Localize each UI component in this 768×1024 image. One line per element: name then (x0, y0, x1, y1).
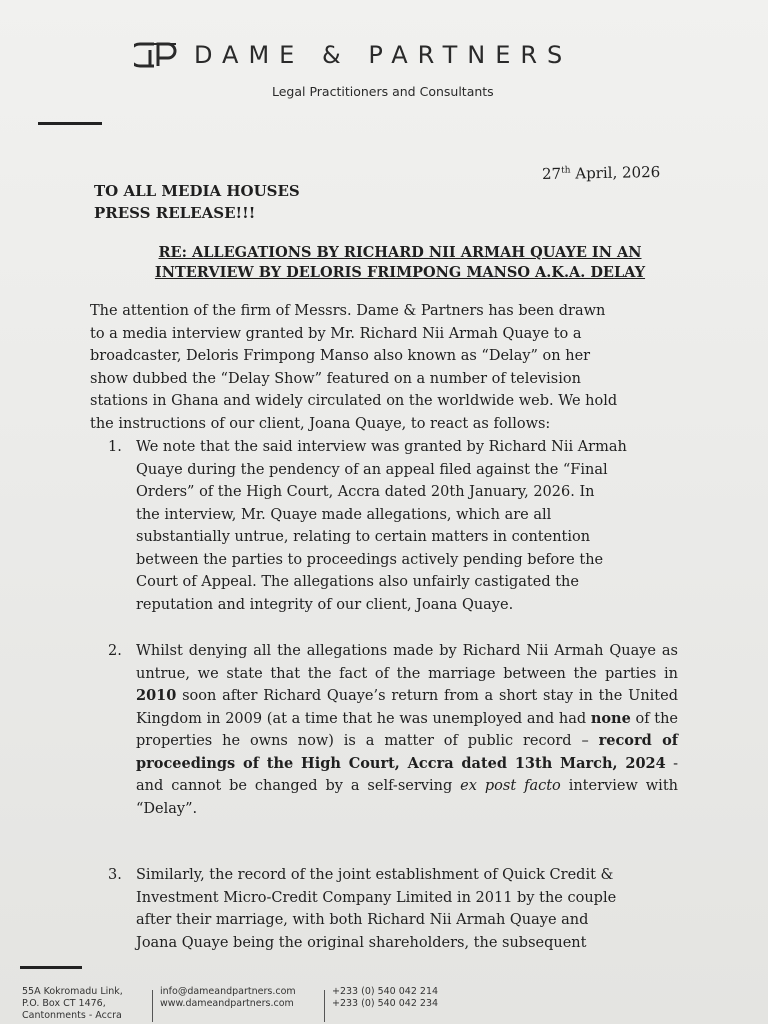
subject-line: RE: ALLEGATIONS BY RICHARD NII ARMAH QUAYE IN AN (158, 244, 642, 261)
numbered-paragraph (108, 436, 678, 616)
letterhead-logo (134, 40, 572, 70)
paragraph-number: 1. (108, 439, 122, 455)
subject-line: INTERVIEW BY DELORIS FRIMPONG MANSO A.K.A. DELAY (154, 264, 646, 281)
footer-email: info@dameandpartners.com (160, 986, 296, 997)
firm-logo-icon (134, 40, 180, 70)
footer-separator (324, 990, 325, 1022)
addressee-line: TO ALL MEDIA HOUSES (94, 182, 300, 200)
numbered-paragraph (108, 640, 678, 820)
letter-date: 27th April, 2026 (541, 162, 661, 184)
paragraph-number: 2. (108, 643, 122, 659)
paragraph-body: Similarly, the record of the joint establishment of Quick Credit & Investment Micro-Credit Company Limited in 2011 by the couple after their marriage, with both Richard Nii Armah Quaye and Joana Quaye being the original shareholders, the subsequent (136, 867, 617, 951)
footer-web (160, 986, 296, 1010)
footer-address: 55A Kokromadu Link, P.O. Box CT 1476, Cantonments - Accra (22, 986, 123, 1021)
numbered-paragraph (108, 864, 678, 954)
intro-paragraph: The attention of the firm of Messrs. Dame & Partners has been drawn to a media interview granted by Mr. Richard Nii Armah Quaye to a broadcaster, Deloris Frimpong Manso also known as “Delay” on her show dubbed the “Delay Show” featured on a number of television stations in Ghana and widely circulated on the worldwide web. We hold the instructions of our client, Joana Quaye, to react as follows: (90, 303, 618, 432)
paragraph-body: Whilst denying all the allegations made by Richard Nii Armah Quaye as untrue, we state that the fact of the marriage between the parties in 2010 soon after Richard Quaye’s return from a short stay in the United Kingdom in 2009 (at a time that he was unemployed and had none of the properties he owns now) is a matter of public record – record of proceedings of the High Court, Accra dated 13th March, 2024 - and cannot be changed by a self-serving ex post facto interview with “Delay”. (136, 643, 679, 817)
footer-divider (20, 966, 82, 969)
addressee-block (94, 180, 300, 224)
footer-separator (152, 990, 153, 1022)
firm-tagline: Legal Practitioners and Consultants (272, 84, 494, 99)
firm-name: DAME & PARTNERS (194, 41, 573, 69)
addressee-line: PRESS RELEASE!!! (94, 204, 256, 222)
paragraph-body: We note that the said interview was granted by Richard Nii Armah Quaye during the pendency of an appeal filed against the “Final Orders” of the High Court, Accra dated 20th January, 2026. In the interview, Mr. Quaye made allegations, which are all substantially untrue, relating to certain matters in contention between the parties to proceedings actively pending before the Court of Appeal. The allegations also unfairly castigated the reputation and integrity of our client, Joana Quaye. (136, 439, 627, 613)
paragraph-number: 3. (108, 867, 122, 883)
header-divider (38, 122, 102, 125)
footer-phones: +233 (0) 540 042 214 +233 (0) 540 042 234 (332, 986, 439, 1009)
footer-website: www.dameandpartners.com (160, 998, 294, 1009)
